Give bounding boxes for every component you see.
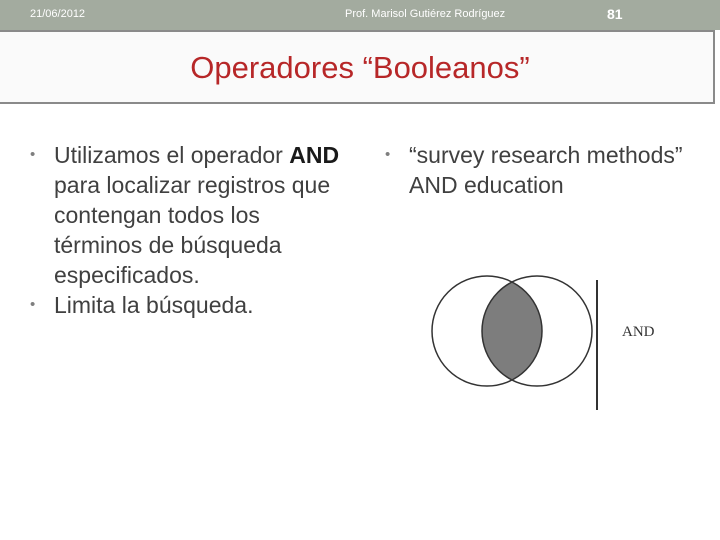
slide-author: Prof. Marisol Gutiérez Rodríguez bbox=[345, 8, 506, 20]
bullet-dot-icon: • bbox=[385, 146, 391, 163]
slide-date: 21/06/2012 bbox=[30, 8, 86, 20]
venn-and-label: AND bbox=[622, 324, 655, 340]
bullet-bold-term: AND bbox=[289, 142, 340, 168]
bullet-text: Limita la búsqueda. bbox=[54, 292, 254, 318]
slide-title: Operadores “Booleanos” bbox=[190, 50, 530, 85]
bullet-item bbox=[385, 140, 685, 200]
left-column bbox=[30, 140, 350, 320]
venn-diagram-image bbox=[402, 272, 720, 412]
bullet-dot-icon: • bbox=[30, 146, 36, 163]
bullet-text-before: Utilizamos el operador bbox=[54, 142, 290, 168]
bullet-item bbox=[30, 290, 350, 320]
bullet-dot-icon: • bbox=[30, 296, 36, 313]
venn-diagram bbox=[402, 272, 720, 412]
right-column bbox=[385, 140, 685, 200]
bullet-text-after: para localizar registros que contengan todos los términos de búsqueda especificados. bbox=[54, 172, 331, 288]
bullet-text: “survey research methods” AND education bbox=[409, 142, 683, 198]
bullet-item bbox=[30, 140, 350, 290]
page-number: 81 bbox=[607, 6, 623, 22]
